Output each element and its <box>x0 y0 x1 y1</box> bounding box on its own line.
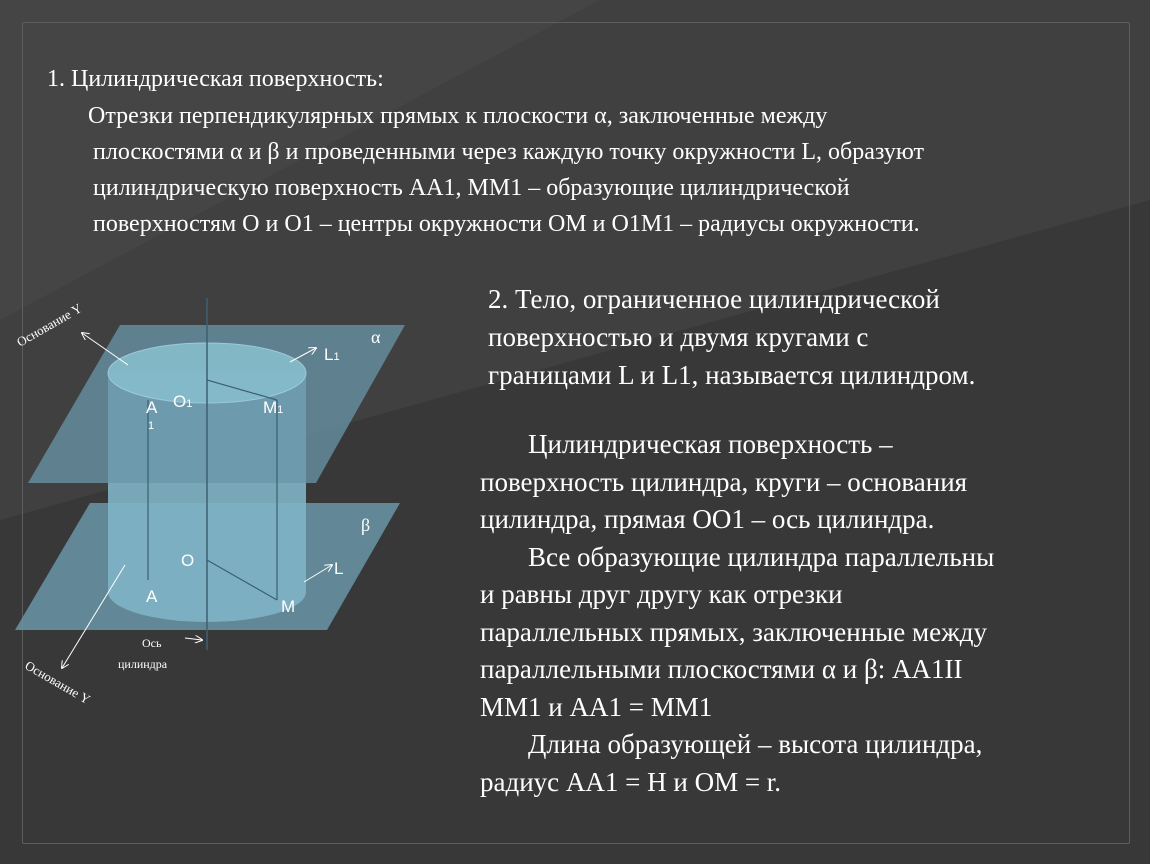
section1-line: плоскостями α и β и проведенными через каждую точку окружности L, образуют <box>93 139 924 165</box>
label-m1-sub: 1 <box>277 404 284 416</box>
label-a1-sub: 1 <box>148 420 155 432</box>
label-l1-sub: 1 <box>333 351 340 363</box>
label-o1-main: O <box>173 392 187 411</box>
section3-line: параллельных прямых, заключенные между <box>480 616 987 647</box>
label-a1-main: A <box>146 398 158 417</box>
label-base-bottom: Основание Y <box>22 657 93 707</box>
section1-line: Отрезки перпендикулярных прямых к плоскости α, заключенные между <box>88 103 828 129</box>
section3-line: Длина образующей – высота цилиндра, <box>528 729 983 759</box>
label-l: L <box>334 559 344 578</box>
section3-body <box>480 426 1120 801</box>
section3-line: Все образующие цилиндра параллельны <box>528 541 995 572</box>
section3-line: и равны друг другу как отрезки <box>480 579 843 609</box>
section3-line: поверхность цилиндра, круги – основания <box>480 466 968 497</box>
section1-line: цилиндрическую поверхность АА1, ММ1 – образующие цилиндрической <box>93 175 850 201</box>
label-o: O <box>181 551 195 570</box>
label-a: A <box>146 587 158 606</box>
section2-line: 2. Тело, ограниченное цилиндрической <box>488 284 940 314</box>
label-m: M <box>281 597 296 616</box>
section3-line: ММ1 и АА1 = ММ1 <box>480 691 713 722</box>
label-m1-main: M <box>263 398 278 417</box>
section3-line: Цилиндрическая поверхность – <box>528 429 893 459</box>
label-axis-1: Ось <box>142 636 162 650</box>
section3-line: цилиндра, прямая ОО1 – ось цилиндра. <box>480 504 935 534</box>
section3-line: радиус АА1 = Н и ОМ = r. <box>480 766 782 797</box>
section2-line: поверхностью и двумя кругами с <box>488 322 869 352</box>
label-l1-main: L <box>324 345 334 364</box>
arrow-axis-label <box>185 638 202 640</box>
label-alpha: α <box>371 327 381 347</box>
label-o1-sub: 1 <box>186 398 193 410</box>
cylinder-diagram <box>0 280 470 740</box>
section2-line: границами L и L1, называется цилиндром. <box>488 360 976 390</box>
label-axis-2: цилиндра <box>118 657 168 671</box>
label-beta: β <box>361 515 371 535</box>
section1-body <box>88 98 1128 242</box>
section1-line: поверхностям О и О1 – центры окружности ОМ и О1М1 – радиусы окружности. <box>93 211 920 237</box>
section3-line: параллельными плоскостями α и β: АА1II <box>480 654 963 684</box>
section1-heading: 1. Цилиндрическая поверхность: <box>47 66 384 92</box>
section2-body <box>488 280 1108 394</box>
label-base-top: Основание Y <box>14 300 85 350</box>
